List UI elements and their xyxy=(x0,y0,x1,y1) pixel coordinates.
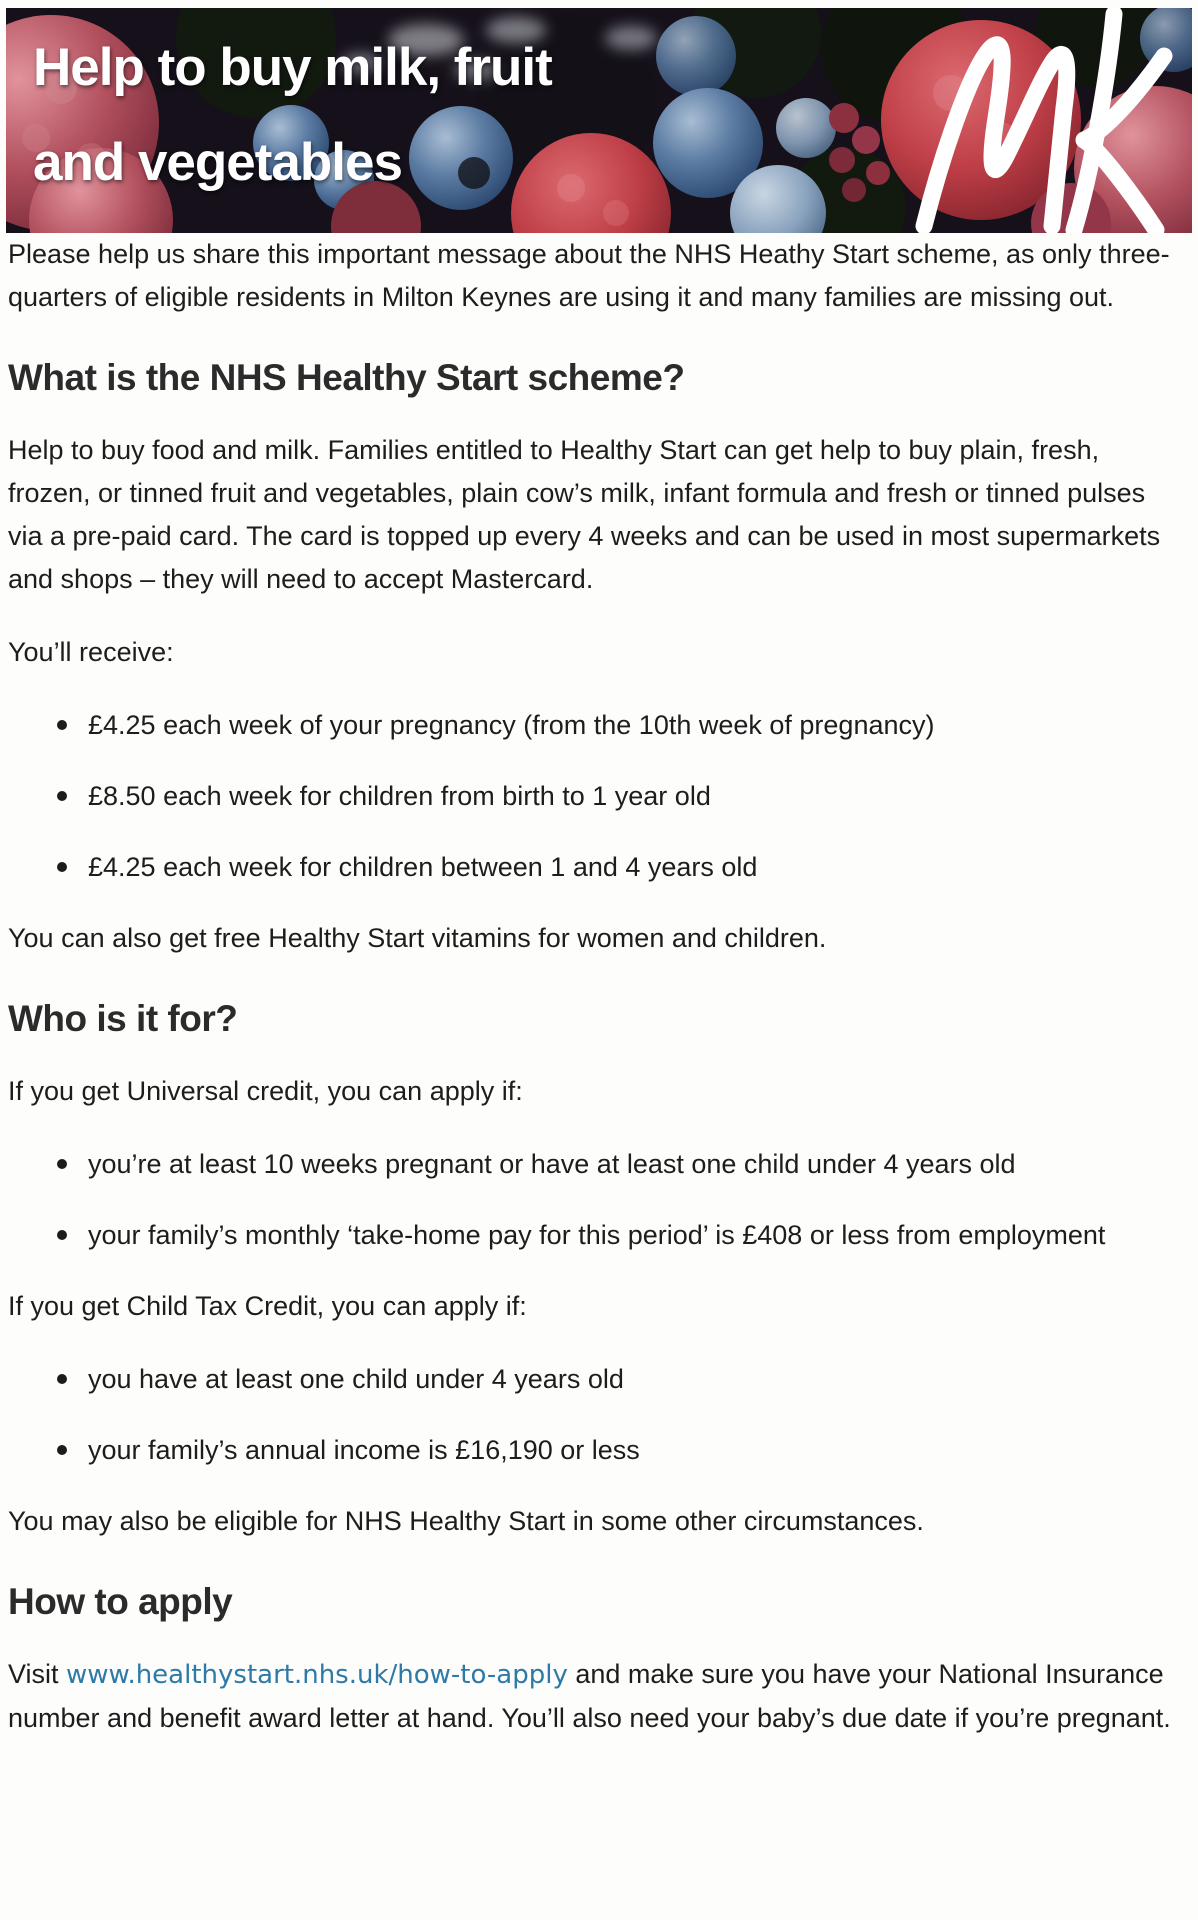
healthystart-link[interactable]: www.healthystart.nhs.uk/how-to-apply xyxy=(66,1660,568,1690)
bullet-icon xyxy=(57,720,67,730)
visit-suffix: and make sure you have your National Insurance number and benefit award letter at hand. You’ll also need your baby’s due date if you’re pregnant. xyxy=(8,1659,1171,1733)
section-heading-who: Who is it for? xyxy=(8,998,238,1039)
list-item xyxy=(8,1358,1184,1401)
benefit-text: £8.50 each week for children from birth to 1 year old xyxy=(88,781,711,811)
universal-credit-intro: If you get Universal credit, you can apply if: xyxy=(8,1076,523,1106)
benefit-text: £4.25 each week for children between 1 and 4 years old xyxy=(88,852,758,882)
hero-title xyxy=(33,20,552,210)
condition-text: your family’s monthly ‘take-home pay for this period’ is £408 or less from employment xyxy=(88,1220,1106,1250)
universal-credit-list xyxy=(8,1143,1184,1257)
list-item xyxy=(8,1429,1184,1472)
leaflet-body xyxy=(0,233,1198,1770)
condition-text: you have at least one child under 4 years old xyxy=(88,1364,624,1394)
list-item xyxy=(8,775,1184,818)
child-tax-credit-intro: If you get Child Tax Credit, you can apply if: xyxy=(8,1291,527,1321)
child-tax-credit-list xyxy=(8,1358,1184,1472)
condition-text: you’re at least 10 weeks pregnant or have at least one child under 4 years old xyxy=(88,1149,1016,1179)
bullet-icon xyxy=(57,1230,67,1240)
bullet-icon xyxy=(57,862,67,872)
benefit-text: £4.25 each week of your pregnancy (from the 10th week of pregnancy) xyxy=(88,710,935,740)
visit-prefix: Visit xyxy=(8,1659,67,1689)
hero-title-line1: Help to buy milk, fruit xyxy=(33,38,552,97)
list-item xyxy=(8,1214,1184,1257)
hero-title-line2: and vegetables xyxy=(33,133,402,192)
other-circumstances-note: You may also be eligible for NHS Healthy Start in some other circumstances. xyxy=(8,1506,924,1536)
section-heading-what: What is the NHS Healthy Start scheme? xyxy=(8,357,685,398)
hero-banner xyxy=(6,8,1192,233)
benefits-list xyxy=(8,704,1184,889)
apply-paragraph xyxy=(8,1653,1184,1740)
receive-label: You’ll receive: xyxy=(8,637,174,667)
bullet-icon xyxy=(57,791,67,801)
list-item xyxy=(8,704,1184,747)
bullet-icon xyxy=(57,1159,67,1169)
list-item xyxy=(8,1143,1184,1186)
list-item xyxy=(8,846,1184,889)
bullet-icon xyxy=(57,1445,67,1455)
bullet-icon xyxy=(57,1374,67,1384)
vitamins-note: You can also get free Healthy Start vitamins for women and children. xyxy=(8,923,827,953)
condition-text: your family’s annual income is £16,190 or less xyxy=(88,1435,640,1465)
section-heading-apply: How to apply xyxy=(8,1581,233,1622)
what-paragraph: Help to buy food and milk. Families entitled to Healthy Start can get help to buy plain, fresh, frozen, or tinned fruit and vegetables, plain cow’s milk, infant formula and fresh or tinned pulses via a pre-paid card. The card is topped up every 4 weeks and can be used in most supermarkets and shops – they will need to accept Mastercard. xyxy=(8,435,1161,594)
intro-paragraph: Please help us share this important message about the NHS Heathy Start scheme, as only three-quarters of eligible residents in Milton Keynes are using it and many families are missing out. xyxy=(8,239,1170,312)
